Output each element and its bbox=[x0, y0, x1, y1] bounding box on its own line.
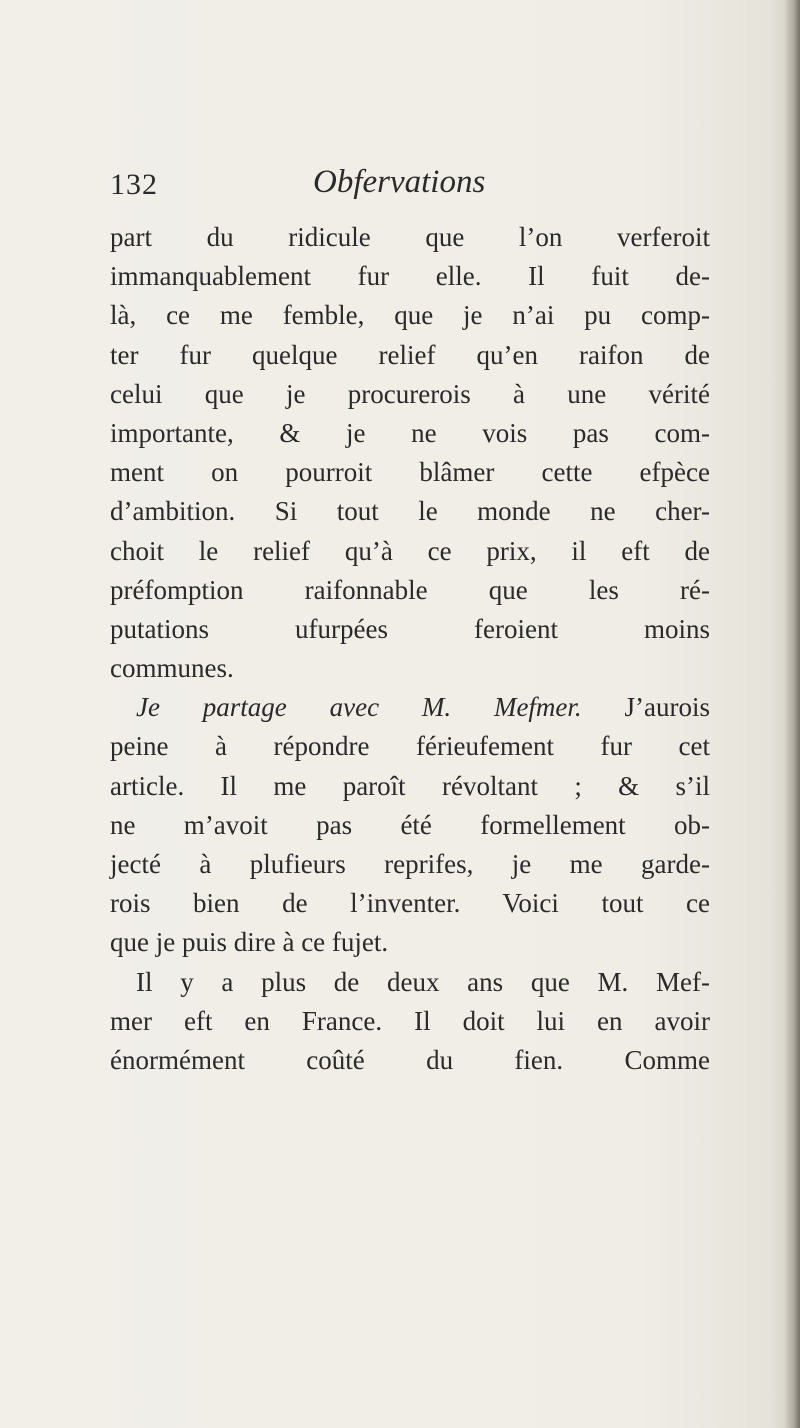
page-header bbox=[110, 164, 670, 212]
text-line-lead bbox=[110, 688, 710, 727]
text-line: part du ridicule que l’on verferoit bbox=[110, 222, 710, 252]
text-line: immanquablement fur elle. Il fuit de- bbox=[110, 261, 710, 292]
text-line: jecté à plufieurs reprifes, je me garde- bbox=[110, 849, 710, 879]
text-line: celui que je procurerois à une vérité bbox=[110, 378, 710, 409]
italic-lead: Je partage avec M. Mefmer. bbox=[136, 692, 582, 723]
text-line: importante, & je ne vois pas com- bbox=[110, 417, 710, 448]
text-line: ment on pourroit blâmer cette efpèce bbox=[110, 457, 710, 488]
running-title: Obfervations bbox=[313, 164, 486, 200]
text-line: là, ce me femble, que je n’ai pu comp- bbox=[110, 300, 710, 331]
body-text bbox=[110, 218, 710, 1080]
text-line: rois bien de l’inventer. Voici tout ce bbox=[110, 888, 710, 919]
lead-rest: J’aurois bbox=[581, 692, 710, 723]
text-line: énormément coûté du fien. Comme bbox=[110, 1044, 710, 1075]
page-number: 132 bbox=[110, 168, 158, 201]
text-line: d’ambition. Si tout le monde ne cher- bbox=[110, 496, 710, 527]
page-edge-shadow bbox=[784, 0, 800, 1428]
text-line: putations ufurpées feroient moins bbox=[110, 613, 710, 644]
text-line: que je puis dire à ce fujet. bbox=[110, 927, 389, 958]
text-line: ter fur quelque relief qu’en raifon de bbox=[110, 339, 710, 370]
text-line: mer eft en France. Il doit lui en avoir bbox=[110, 1005, 710, 1036]
text-line: choit le relief qu’à ce prix, il eft de bbox=[110, 535, 710, 566]
text-line: communes. bbox=[110, 653, 234, 684]
text-line: ne m’avoit pas été formellement ob- bbox=[110, 809, 710, 840]
text-line: préfomption raifonnable que les ré- bbox=[110, 574, 710, 605]
text-line: peine à répondre férieufement fur cet bbox=[110, 731, 710, 762]
text-line: article. Il me paroît révoltant ; & s’il bbox=[110, 770, 710, 801]
text-line: Il y a plus de deux ans que M. Mef- bbox=[136, 966, 710, 997]
